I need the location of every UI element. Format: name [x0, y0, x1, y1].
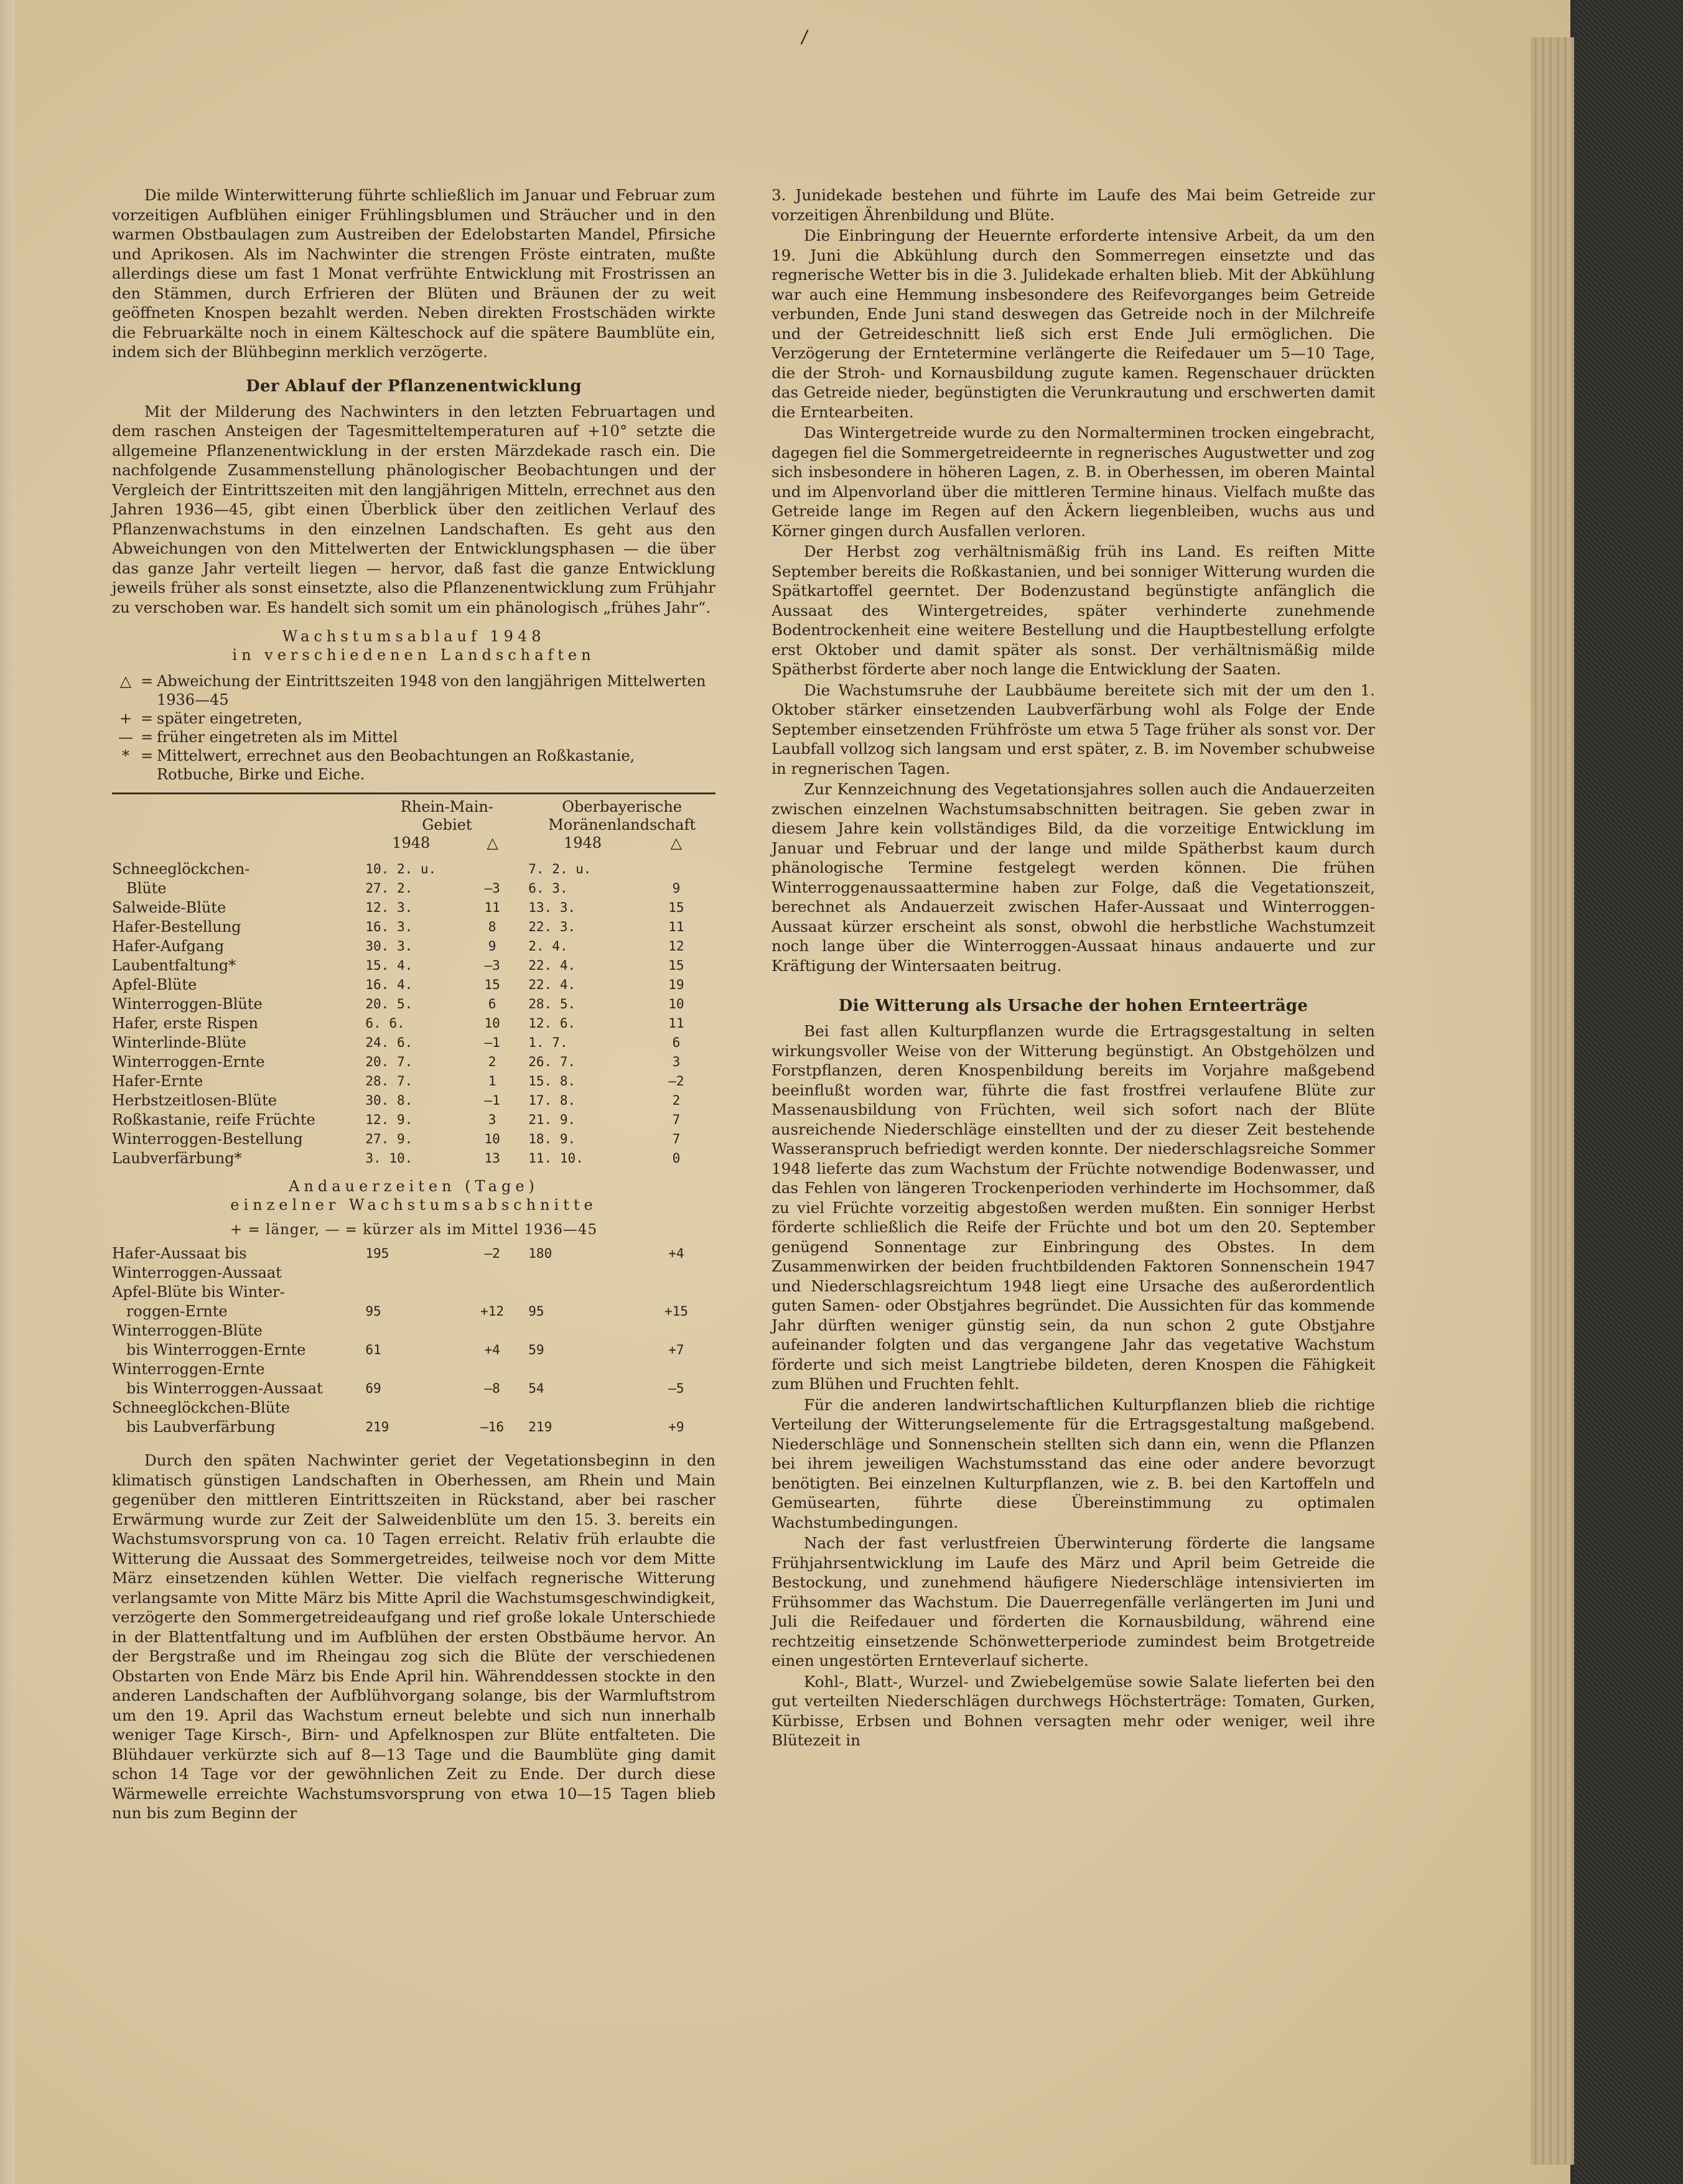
table-cell: —2	[484, 1246, 500, 1261]
paragraph: Durch den späten Nachwinter geriet der Vegetationsbeginn in den klimatisch günstigen Landschaften in Oberhessen, am Rhein und Main gegenüber den mittleren Eintrittszeiten in Rückstand, aber bei rascher Erwärmung wurde zur Zeit der Salweidenblüte um den 15. 3. bereits ein Wachstumsvorsprung von ca. 10 Tagen erreicht. Relativ früh erlaubte die Witterung die Aussaat des Sommergetreides, teilweise noch vor dem Mitte März einsetzenden kühlen Wetter. Die vielfach regnerische Witterung verlangsamte von Mitte März bis Mitte April die Wachstumsgeschwindigkeit, verzögerte den Sommergetreideaufgang und rief große lokale Unterschiede in der Blattentfaltung und im Aufblühen der ersten Obstbäume hervor. An der Bergstraße und im Rheingau zog sich die Blüte der verschiedenen Obstarten von Ende März bis Ende April hin. Währenddessen stockte in den anderen Landschaften der Aufblühvorgang solange, bis der Warmluftstrom um den 19. April das Wachstum erneut belebte und sich nun innerhalb weniger Tage Kirsch-, Birn- und Apfelknospen zur Blüte entfalteten. Die Blühdauer verkürzte sich auf 8—13 Tage und die Baumblüte ging damit schon 14 Tage vor der gewöhnlichen Zeit zu Ende. Der durch diese Wärmewelle erreichte Wachstumsvorsprung von etwa 10—15 Tagen blieb nun bis zum Beginn der	[112, 1451, 716, 1822]
table-cell: 10	[484, 1131, 500, 1146]
table-cell	[637, 860, 716, 879]
legend-symbol: △	[119, 672, 132, 690]
book-binding	[1574, 0, 1683, 2184]
legend-symbol: —	[118, 728, 133, 746]
table-cell: 219	[365, 1420, 389, 1434]
table-cell: 8	[488, 919, 497, 934]
table-cell: 24. 6.	[365, 1035, 413, 1050]
row-label: Herbstzeitlosen-Blüte	[112, 1092, 277, 1109]
table-cell: 22. 4.	[528, 977, 576, 992]
table-row	[112, 1033, 716, 1053]
table-cell: +9	[668, 1420, 684, 1434]
table-cell: 11	[668, 919, 684, 934]
table-cell: 3. 10.	[365, 1151, 413, 1166]
table-title: Andauerzeiten (Tage)	[289, 1178, 539, 1195]
row-label: Winterroggen-Ernte	[112, 1053, 265, 1071]
row-label: Hafer-Bestellung	[112, 918, 241, 936]
table-cell: 219	[528, 1420, 552, 1434]
row-label: Winterroggen-Ernte	[112, 1360, 265, 1378]
table-cell: 6	[488, 997, 497, 1011]
row-label: bis Winterroggen-Ernte	[112, 1341, 306, 1359]
table-cell: 61	[365, 1342, 381, 1357]
table-cell: 27. 2.	[365, 881, 413, 896]
table-cell	[637, 1321, 716, 1341]
table-cell	[637, 1263, 716, 1283]
paragraph: 3. Junidekade bestehen und führte im Laufe des Mai beim Getreide zur vorzeitigen Ährenbildung und Blüte.	[772, 186, 1375, 224]
table-cell: 30. 8.	[365, 1093, 413, 1108]
table-cell	[456, 1360, 528, 1379]
table-row	[112, 1149, 716, 1168]
table-cell: 10. 2. u.	[365, 862, 437, 876]
legend-symbol: *	[122, 747, 129, 764]
table-cell: 95	[365, 1304, 381, 1319]
header-region-oberbayern: Oberbayerische Moränenlandschaft	[548, 798, 696, 834]
table-header	[112, 798, 716, 852]
paragraph: Für die anderen landwirtschaftlichen Kulturpflanzen blieb die richtige Verteilung der Witterungselemente für die Ertragsgestaltung maßgebend. Niederschläge und Sonnenschein stellten sich dann ein, wenn die Pflanzen bei ihrem jeweiligen Wachstumsstand das eine oder andere bevorzugt benötigten. Bei einzelnen Kulturpflanzen, wie z. B. bei den Kartoffeln und Gemüsearten, führte diese Übereinstimmung zu optimalen Wachstumbedingungen.	[772, 1395, 1375, 1531]
table-cell: —8	[484, 1381, 500, 1396]
table-row	[112, 1398, 716, 1418]
table-cell: 15	[484, 977, 500, 992]
section-heading: Der Ablauf der Pflanzenentwicklung	[246, 376, 582, 396]
duration-table	[112, 1244, 716, 1437]
legend-row	[114, 672, 716, 709]
table-cell	[528, 1398, 637, 1418]
row-label: Blüte	[112, 880, 167, 897]
table-cell: +4	[484, 1342, 500, 1357]
table-cell: —16	[480, 1420, 505, 1434]
legend-text: später eingetreten,	[157, 710, 303, 727]
table-cell: 54	[528, 1381, 544, 1396]
table-cell: +7	[668, 1342, 684, 1357]
table-row	[112, 860, 716, 879]
table-cell: 13	[484, 1151, 500, 1166]
table-cell	[528, 1263, 637, 1283]
table-cell: 10	[484, 1016, 500, 1031]
row-label: Laubentfaltung*	[112, 957, 236, 974]
table-cell: 12. 3.	[365, 900, 413, 915]
table-cell: 2	[488, 1054, 497, 1069]
table-row	[112, 1014, 716, 1033]
table-cell: 2	[672, 1093, 681, 1108]
table-cell	[456, 1398, 528, 1418]
table-cell: 19	[668, 977, 684, 992]
table-row	[112, 1283, 716, 1302]
table-cell: +12	[480, 1304, 505, 1319]
row-label: Winterroggen-Blüte	[112, 995, 263, 1013]
table-cell	[528, 1283, 637, 1302]
paragraph: Die Einbringung der Heuernte erforderte intensive Arbeit, da um den 19. Juni die Abkühlung durch den Sommerregen einsetzte und das regnerische Wetter bis in die 3. Julidekade erhalten blieb. Mit der Abkühlung war auch eine Hemmung insbesondere des Reifevorganges beim Getreide verbunden, Ende Juni stand deswegen das Getreide noch in der Milchreife und der Getreideschnitt ließ sich erst Ende Juli ermöglichen. Die Verzögerung der Erntetermine verlängerte die Reifedauer um 5—10 Tage, die der Stroh- und Kornausbildung zugute kamen. Regenschauer drückten das Getreide nieder, begünstigten die Verunkrautung und erschwerten damit die Erntearbeiten.	[772, 226, 1375, 421]
table-row	[112, 956, 716, 975]
legend-text: früher eingetreten als im Mittel	[157, 728, 398, 746]
table-caption	[112, 627, 716, 664]
table-row	[112, 937, 716, 956]
table-row	[112, 1053, 716, 1072]
legend-text: Abweichung der Eintrittszeiten 1948 von den langjährigen Mittelwerten 1936—45	[157, 672, 706, 709]
section-heading: Die Witterung als Ursache der hohen Ernteerträge	[838, 997, 1308, 1015]
paragraph: Der Herbst zog verhältnismäßig früh ins Land. Es reiften Mitte September bereits die Roßkastanien, und bei sonniger Witterung wurden die Spätkartoffel geerntet. Der Bodenzustand begünstigte anfänglich die Aussaat des Wintergetreides, später verhinderte zunehmende Bodentrockenheit eine weitere Bestellung und die Hauptbestellung erfolgte erst Oktober und damit später als sonst. Der verhältnismäßig milde Spätherbst förderte aber noch lange die Entwicklung der Saaten.	[772, 542, 1375, 678]
table-cell: 0	[672, 1151, 681, 1166]
header-delta: △	[670, 834, 683, 852]
row-label: bis Winterroggen-Aussaat	[112, 1380, 323, 1397]
table-cell: 11	[484, 900, 500, 915]
legend-symbol: +	[119, 710, 133, 727]
table-row	[112, 1341, 716, 1360]
row-label: Hafer, erste Rispen	[112, 1015, 258, 1032]
table-cell: +4	[668, 1246, 684, 1261]
table-cell: —5	[668, 1381, 684, 1396]
row-label: bis Laubverfärbung	[112, 1418, 276, 1436]
table-row	[112, 1360, 716, 1379]
table-cell: 2. 4.	[528, 939, 568, 954]
table-subtitle: in verschiedenen Landschaften	[232, 646, 595, 664]
row-label: Schneeglöckchen-	[112, 860, 250, 878]
table-cell: 15	[668, 958, 684, 973]
row-label: Apfel-Blüte bis Winter-	[112, 1283, 285, 1301]
table-cell: —3	[484, 958, 500, 973]
header-year: 1948	[392, 834, 431, 852]
header-year: 1948	[563, 834, 602, 852]
legend-equals: =	[140, 728, 154, 746]
table-row	[112, 1379, 716, 1398]
table-cell: 95	[528, 1304, 544, 1319]
row-label: Winterroggen-Blüte	[112, 1322, 263, 1339]
table-row	[112, 1110, 716, 1130]
table-cell	[456, 1321, 528, 1341]
table-cell: 11. 10.	[528, 1151, 584, 1166]
table-cell: 1. 7.	[528, 1035, 568, 1050]
table-cell: 9	[672, 881, 681, 896]
table-row	[112, 898, 716, 918]
row-label: Schneeglöckchen-Blüte	[112, 1399, 290, 1416]
table-rule	[112, 792, 716, 794]
legend-equals: =	[140, 747, 154, 764]
table-cell: 21. 9.	[528, 1112, 576, 1127]
table-subtitle: einzelner Wachstumsabschnitte	[230, 1196, 597, 1214]
paragraph: Kohl-, Blatt-, Wurzel- und Zwiebelgemüse sowie Salate lieferten bei den gut verteilten Niederschlägen durchwegs Höchsterträge: Tomaten, Gurken, Kürbisse, Erbsen und Bohnen versagten mehr oder weniger, weil ihre Blütezeit in	[772, 1672, 1375, 1749]
row-label: Salweide-Blüte	[112, 899, 226, 916]
paragraph: Nach der fast verlustfreien Überwinterung förderte die langsame Frühjahrsentwicklung im Laufe des März und April beim Getreide die Bestockung, und zunehmend häufigere Niederschläge intensivierten im Frühsommer das Wachstum. Die Dauerregenfälle verlängerten im Juni und Juli die Reifedauer und förderten die Kornausbildung, während eine rechtzeitig einsetzende Schönwetterperiode zumindest beim Brotgetreide einen ungestörten Ernteverlauf sicherte.	[772, 1534, 1375, 1670]
table-cell: 15. 4.	[365, 958, 413, 973]
table-cell	[637, 1398, 716, 1418]
table-cell	[456, 1263, 528, 1283]
paragraph: Das Wintergetreide wurde zu den Normalterminen trocken eingebracht, dagegen fiel die Sommergetreideernte in regnerisches Augustwetter und zog sich insbesondere in höheren Lagen, z. B. in Oberhessen, im oberen Maintal und im Alpenvorland über die mittleren Termine hinaus. Vielfach mußte das Getreide lange im Regen auf den Äckern liegenbleiben, wuchs aus und Körner gingen durch Ausfallen verloren.	[772, 424, 1375, 540]
table-cell: 27. 9.	[365, 1131, 413, 1146]
table-cell: 13. 3.	[528, 900, 576, 915]
legend-equals: =	[140, 710, 154, 727]
paragraph: Zur Kennzeichnung des Vegetationsjahres sollen auch die Andauerzeiten zwischen einzelnen Wachstumsabschnitten beitragen. Sie geben zwar in diesem Jahre kein vollständiges Bild, da die vorzeitige Entwicklung im Januar und Februar und der lange und milde Spätherbst kaum durch phänologische Termine festgelegt werden können. Die frühen Winterroggenaussaattermine haben zur Folge, daß die Vegetationszeit, berechnet als Andauerzeit zwischen Hafer-Aussaat und Winterroggen-Aussaat kürzer erscheint als sonst, obwohl die herbstliche Wachstumzeit noch lange über die Winterroggen-Aussaat hinaus andauerte und zur Kräftigung der Wintersaaten beitrug.	[772, 780, 1375, 975]
paragraph: Mit der Milderung des Nachwinters in den letzten Februartagen und dem raschen Ansteigen der Tagesmitteltemperaturen auf +10° setzte die allgemeine Pflanzenentwicklung in der ersten Märzdekade rasch ein. Die nachfolgende Zusammenstellung phänologischer Beobachtungen und der Vergleich der Eintrittszeiten mit den langjährigen Mitteln, errechnet aus den Jahren 1936—45, gibt einen Überblick über den zeitlichen Verlauf des Pflanzenwachstums in den einzelnen Landschaften. Es geht aus den Abweichungen von den Mittelwerten der Entwicklungsphasen — die über das ganze Jahr verteilt liegen — hervor, daß fast die ganze Entwicklung jeweils früher als sonst einsetzte, also die Pflanzenentwicklung zum Frühjahr zu verschoben war. Es handelt sich somit um ein phänologisch „frühes Jahr“.	[112, 402, 716, 616]
table-cell: 7	[672, 1131, 681, 1146]
row-label: Laubverfärbung*	[112, 1150, 242, 1167]
table-cell: 16. 3.	[365, 919, 413, 934]
table-cell: 12. 6.	[528, 1016, 576, 1031]
table-cell: 22. 3.	[528, 919, 576, 934]
table-cell	[528, 1360, 637, 1379]
table-cell: 28. 7.	[365, 1074, 413, 1089]
table-cell: 1	[488, 1074, 497, 1089]
table-cell: 195	[365, 1246, 389, 1261]
paragraph: Die Wachstumsruhe der Laubbäume bereitete sich mit der um den 1. Oktober stärker einsetzenden Laubverfärbung wohl als Folge der Ende September einsetzenden Frühfröste um etwa 5 Tage früher als sonst vor. Der Laubfall vollzog sich langsam und erst später, z. B. im November schubweise in regnerischen Tagen.	[772, 681, 1375, 778]
table-cell: 3	[488, 1112, 497, 1127]
table-row	[112, 1244, 716, 1263]
table-title: Wachstumsablauf 1948	[282, 628, 546, 645]
pencil-mark: /	[800, 26, 809, 49]
legend-row	[114, 746, 716, 784]
table-cell: 180	[528, 1246, 552, 1261]
table-cell: 18. 9.	[528, 1131, 576, 1146]
table-row	[112, 1263, 716, 1283]
table-cell: 59	[528, 1342, 544, 1357]
header-region-rhein-main: Rhein-Main- Gebiet	[400, 798, 493, 834]
table-cell: 6. 3.	[528, 881, 568, 896]
legend-row	[114, 728, 716, 746]
table-row	[112, 1418, 716, 1437]
table-cell: 26. 7.	[528, 1054, 576, 1069]
table-cell	[456, 860, 528, 879]
legend-text: Mittelwert, errechnet aus den Beobachtungen an Roßkastanie, Rotbuche, Birke und Eiche.	[157, 747, 635, 783]
table-cell: 16. 4.	[365, 977, 413, 992]
table-row	[112, 1091, 716, 1110]
table-row	[112, 1302, 716, 1321]
row-label: Hafer-Aussaat bis	[112, 1245, 247, 1262]
table-row	[112, 975, 716, 995]
table-cell: 12. 9.	[365, 1112, 413, 1127]
table-cell	[365, 1263, 456, 1283]
table-cell: +15	[664, 1304, 688, 1319]
table-cell	[456, 1283, 528, 1302]
table-cell: —1	[484, 1035, 500, 1050]
left-column	[112, 185, 716, 1824]
table-cell: 7	[672, 1112, 681, 1127]
right-column	[772, 185, 1375, 1752]
table-cell: 6	[672, 1035, 681, 1050]
header-delta: △	[487, 834, 498, 852]
table-cell: —2	[668, 1074, 684, 1089]
row-label: Hafer-Aufgang	[112, 937, 225, 955]
page-stack-edge	[1531, 37, 1574, 2165]
table-cell: 11	[668, 1016, 684, 1031]
table-cell: 22. 4.	[528, 958, 576, 973]
previous-page-edge	[0, 0, 15, 2184]
table-cell: 9	[488, 939, 497, 954]
table-row	[112, 1072, 716, 1091]
table-row	[112, 995, 716, 1014]
table-row	[112, 918, 716, 937]
table-cell: 12	[668, 939, 684, 954]
table-cell: 10	[668, 997, 684, 1011]
header-group	[365, 798, 528, 852]
row-label: roggen-Ernte	[112, 1303, 228, 1320]
header-group	[528, 798, 716, 852]
row-label: Winterroggen-Bestellung	[112, 1130, 303, 1148]
table-note: + = länger, — = kürzer als im Mittel 1936—45	[230, 1222, 598, 1238]
table-cell: 7. 2. u.	[528, 862, 592, 876]
row-label: Winterroggen-Aussaat	[112, 1264, 282, 1281]
phenology-table	[112, 860, 716, 1168]
table-cell: 20. 7.	[365, 1054, 413, 1069]
table-cell: 69	[365, 1381, 381, 1396]
row-label: Apfel-Blüte	[112, 976, 197, 993]
table-cell: 17. 8.	[528, 1093, 576, 1108]
table-caption	[112, 1177, 716, 1214]
table-cell	[365, 1398, 456, 1418]
table-cell	[637, 1360, 716, 1379]
table-cell: 3	[672, 1054, 681, 1069]
table-cell	[637, 1283, 716, 1302]
table-legend	[114, 672, 716, 784]
paragraph: Die milde Winterwitterung führte schließlich im Januar und Februar zum vorzeitigen Aufblühen einiger Frühlingsblumen und Sträucher und in den warmen Obstbaulagen zum Austreiben der Edelobstarten Mandel, Pfirsiche und Aprikosen. Als im Nachwinter die strengen Fröste eintraten, mußte allerdings diese um fast 1 Monat verfrühte Entwicklung mit Frostrissen an den Stämmen, durch Erfrieren der Blüten und Bräunen der zu weit geöffneten Knospen bezahlt werden. Neben direkten Frostschäden wirkte die Februarkälte noch in einem Kälteschock auf die spätere Baumblüte ein, indem sich der Blühbeginn merklich verzögerte.	[112, 186, 716, 361]
legend-equals: =	[140, 672, 154, 690]
table-row	[112, 1321, 716, 1341]
row-label: Hafer-Ernte	[112, 1072, 203, 1090]
table-cell: 6. 6.	[365, 1016, 405, 1031]
table-cell	[365, 1360, 456, 1379]
legend-row	[114, 709, 716, 728]
table-cell: 15	[668, 900, 684, 915]
row-label: Winterlinde-Blüte	[112, 1034, 246, 1051]
table-row	[112, 879, 716, 898]
table-cell: —3	[484, 881, 500, 896]
table-cell: 28. 5.	[528, 997, 576, 1011]
table-cell: —1	[484, 1093, 500, 1108]
table-cell	[365, 1283, 456, 1302]
table-cell: 30. 3.	[365, 939, 413, 954]
row-label: Roßkastanie, reife Früchte	[112, 1111, 315, 1128]
paragraph: Bei fast allen Kulturpflanzen wurde die Ertragsgestaltung in selten wirkungsvoller Weise von der Witterung begünstigt. An Obstgehölzen und Forstpflanzen, deren Knospenbildung bereits im Vorjahre maßgebend beeinflußt worden war, führte die fast frostfrei verlaufene Blüte zur Massenausbildung von Früchten, weil sich sofort nach der Blüte ausreichende Niederschläge einstellten und der zu dieser Zeit bestehende Wasseranspruch befriedigt werden konnte. Der niederschlagsreiche Sommer 1948 lieferte das zum Wachstum der Früchte notwendige Bodenwasser, und das Fehlen von längeren Trockenperioden verhinderte im Hochsommer, daß zu viel Früchte vorzeitig abgestoßen werden mußten. Ein sonniger Herbst förderte schließlich die Reife der Früchte und bot um den 20. September genügend Sonnentage zur Einbringung des Obstes. In dem Zusammenwirken der beiden fruchtbildenden Faktoren Sonnenschein 1947 und Niederschlagsreichtum 1948 liegt eine Ursache des außerordentlich guten Samen- oder Obstjahres begründet. Die Aussichten für das kommende Jahr dürften weniger günstig sein, da nun schon 2 gute Obstjahre aufeinander folgten und das vergangene Jahr das vegetative Wachstum förderte und sich meist Langtriebe bildeten, deren Knospen die Fähigkeit zum Blühen und Fruchten fehlt.	[772, 1022, 1375, 1393]
table-cell	[365, 1321, 456, 1341]
table-cell: 15. 8.	[528, 1074, 576, 1089]
table-cell: 20. 5.	[365, 997, 413, 1011]
table-cell	[528, 1321, 637, 1341]
table-row	[112, 1130, 716, 1149]
